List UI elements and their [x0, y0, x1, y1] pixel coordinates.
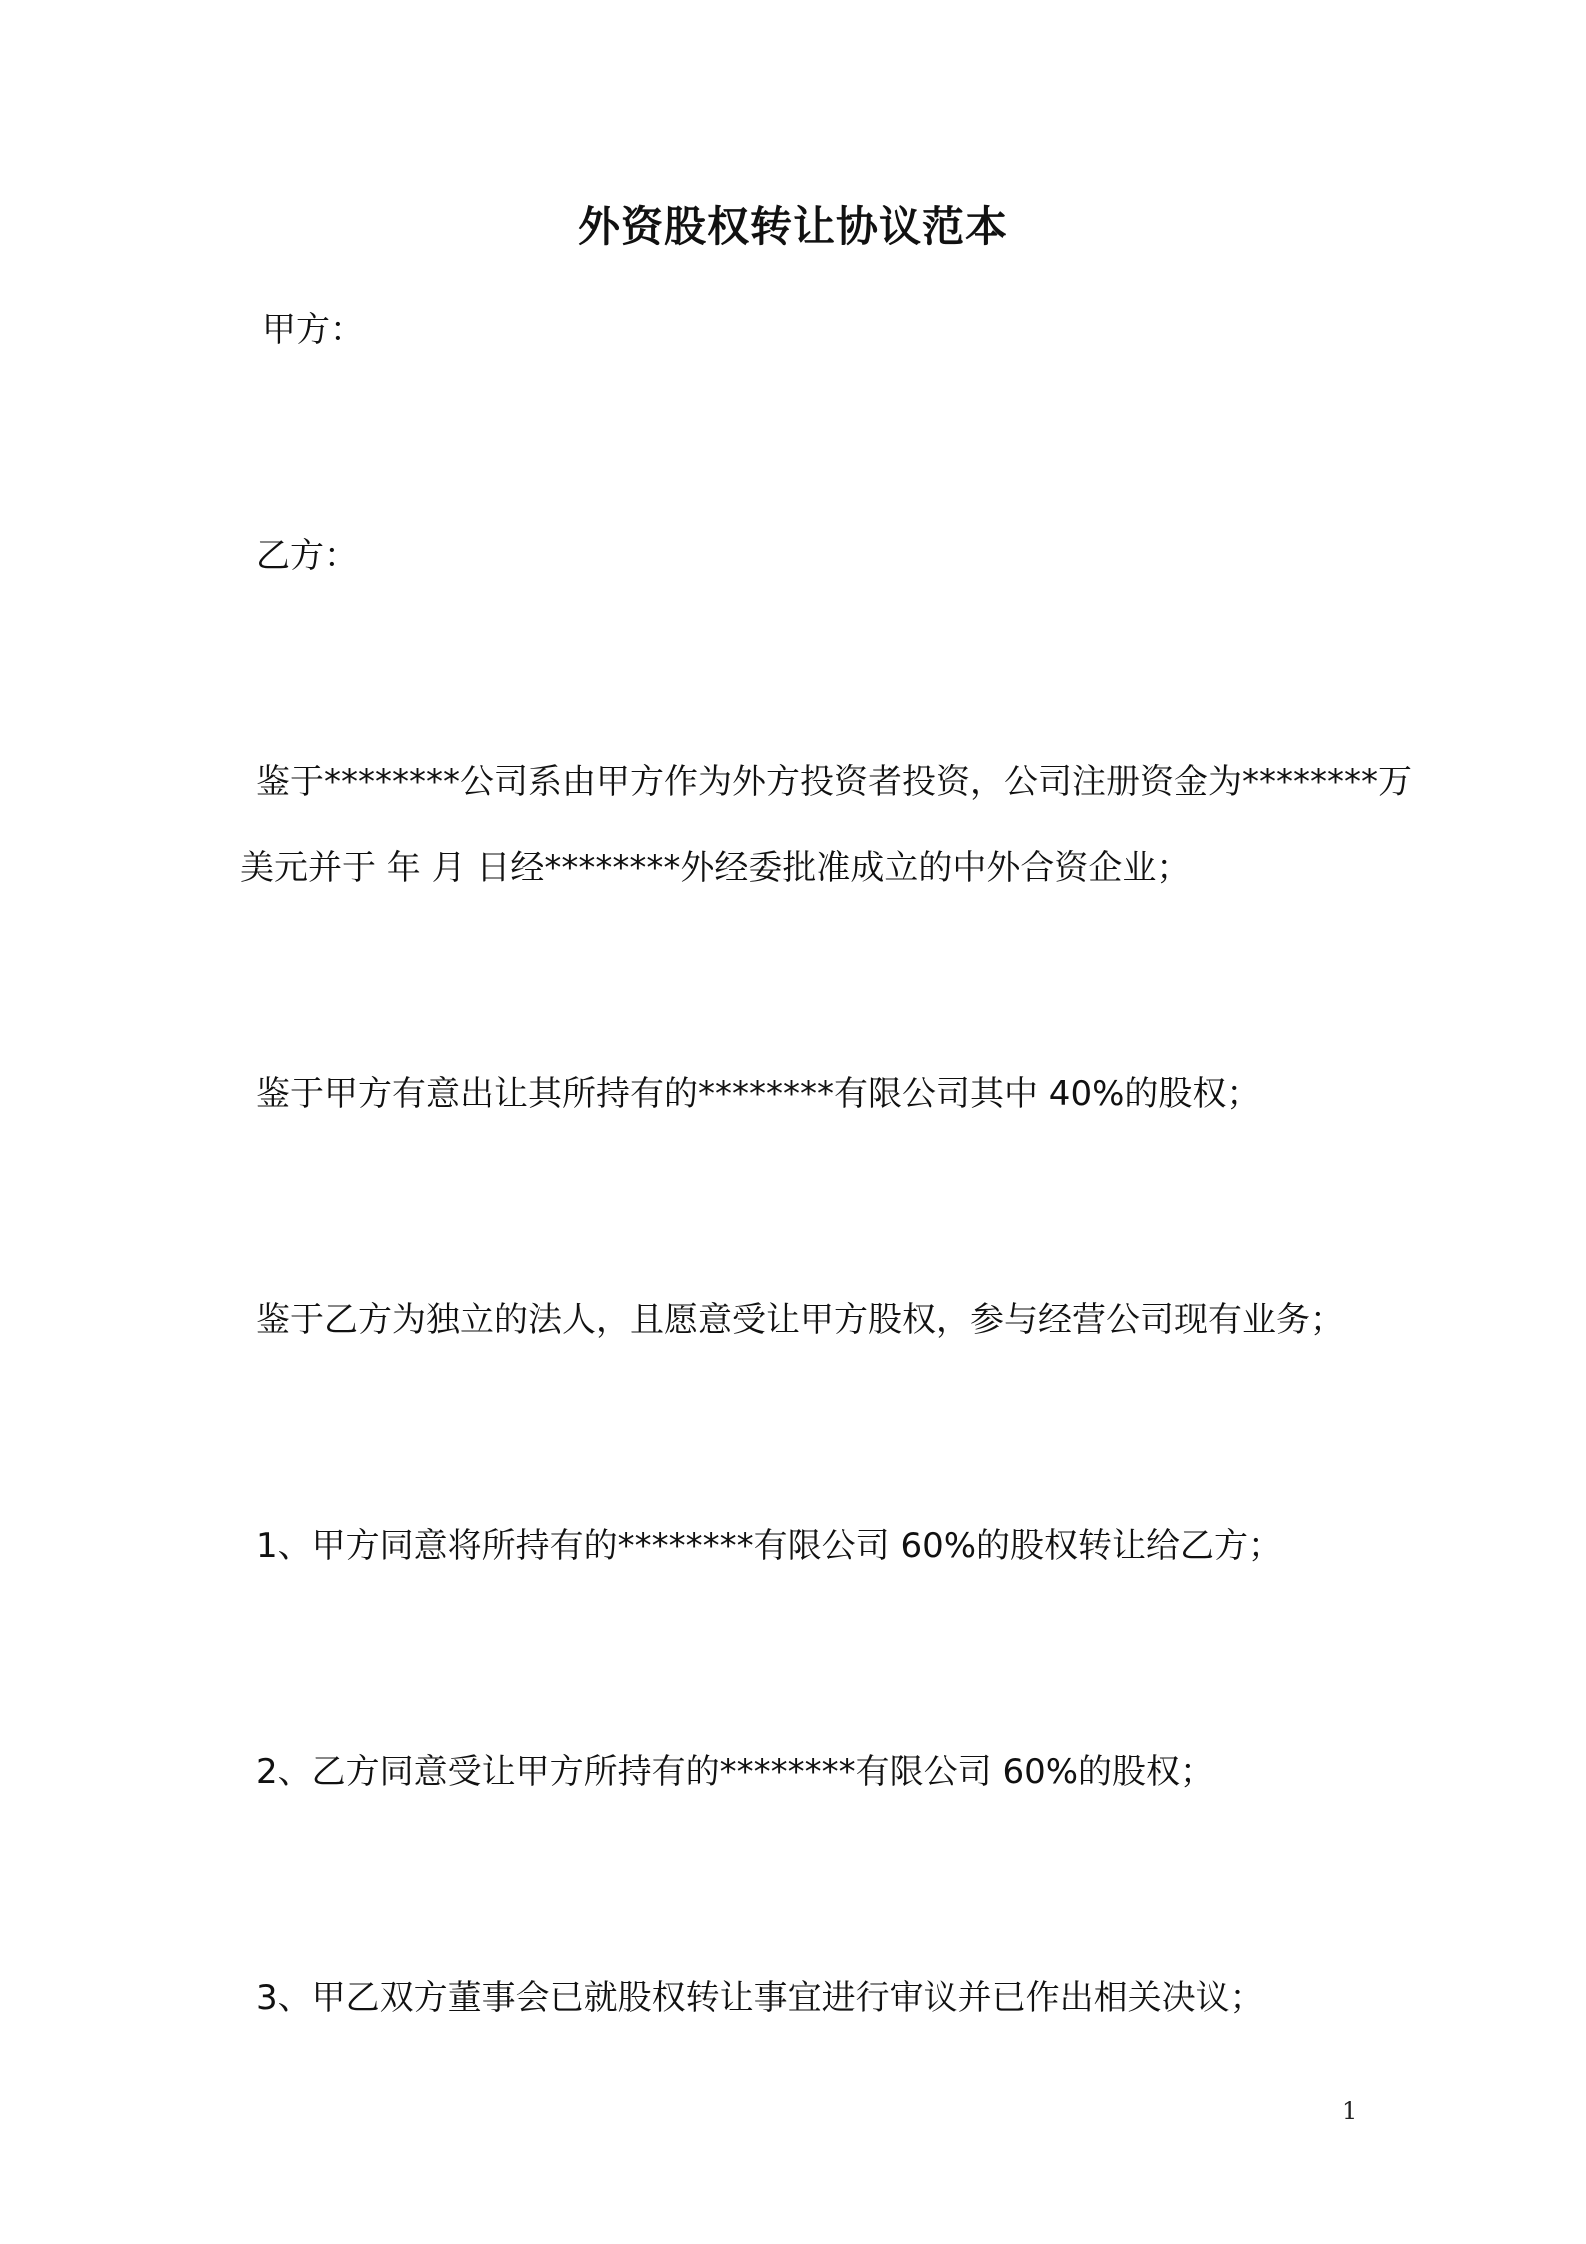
clause-2: 2、乙方同意受让甲方所持有的********有限公司 60%的股权；: [256, 1752, 1215, 1792]
recital-1-line-2: 美元并于 年 月 日经********外经委批准成立的中外合资企业；: [240, 848, 1191, 888]
page-number: 1: [1342, 2097, 1358, 2125]
document-title: 外资股权转让协议范本: [577, 202, 1008, 251]
party-b-label: 乙方：: [256, 536, 358, 576]
recital-2: 鉴于甲方有意出让其所持有的********有限公司其中 40%的股权；: [256, 1074, 1261, 1114]
clause-3: 3、甲乙双方董事会已就股权转让事宜进行审议并已作出相关决议；: [256, 1978, 1264, 2018]
party-a-label: 甲方：: [262, 310, 364, 350]
recital-1-line-1: 鉴于********公司系由甲方作为外方投资者投资，公司注册资金为********万: [256, 762, 1412, 802]
clause-1: 1、甲方同意将所持有的********有限公司 60%的股权转让给乙方；: [256, 1526, 1283, 1566]
recital-3: 鉴于乙方为独立的法人，且愿意受让甲方股权，参与经营公司现有业务；: [256, 1300, 1344, 1340]
